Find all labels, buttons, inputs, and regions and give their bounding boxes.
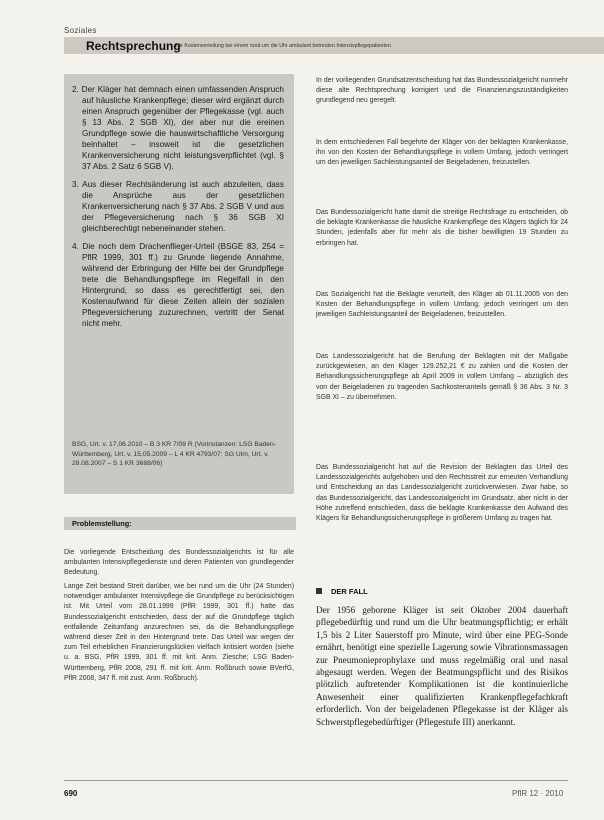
guideline-item: 4. Die noch dem Drachenflieger-Urteil (BSGE 83, 254 = PflR 1999, 301 ff.) zu Grunde liegende Annahme, während der Erbringung der Hilfe bei der Grundpflege trete die Behandlungspflege im Regelfall in den Hintergrund, so dass es gerechtfertigt sei, den Kostenaufwand für diese Zeiten allein der sozialen Pflegeversicherung zuzurechnen, vertritt der Senat nicht mehr. (72, 242, 284, 328)
right-paragraph: In dem entschiedenen Fall begehrte der Kläger von der beklagten Krankenkasse, ihn von den Kosten der Behandlungspflege in vollem Umfang, jedoch verringert um den jeweiligen Sachleistungsanteil der Beigeladenen, freizustellen. (316, 139, 568, 167)
page-subtitle: Zur Kostenverteilung bei einem rund um die Uhr ambulant betreuten Intensivpflegepatienten (175, 43, 391, 49)
page-number: 690 (64, 789, 78, 798)
page-title: Rechtsprechung (86, 39, 181, 53)
footer-rule (64, 780, 568, 781)
guideline-item: 2. Der Kläger hat demnach einen umfassenden Anspruch auf häusliche Krankenpflege; dieser wird ergänzt durch einen Anspruch gegenüber der Pflegekasse (vgl. auch § 13 Abs. 2 SGB XI), der aber nur die ereinen Grundpflege sowie die hauswirtschaftliche Versorgung beinhaltet – insoweit ist die gesetzlichen Krankenversicherung nicht leistungsverpflichtet (vgl. § 37 Abs. 2 Satz 6 SGB V). (72, 85, 284, 171)
problem-heading: Problemstellung: (72, 519, 132, 528)
section-label: Soziales (64, 26, 97, 35)
fall-heading: DER FALL (331, 587, 368, 596)
right-paragraph: In der vorliegenden Grundsatzentscheidung hat das Bundessozialgericht nunmehr diese alte Rechtsprechung korrigiert und die Finanzierungszuständigkeiten grundlegend neu geregelt. (316, 77, 568, 105)
problem-paragraph: Lange Zeit bestand Streit darüber, wie bei rund um die Uhr (24 Stunden) notwendiger ambulanter Intensivpflege die Grundpflege zu berücksichtigen ist. Mit Urteil vom 28.01.1999 (PflR 1999, 301 ff.) hatte das Bundessozialgericht entschieden, dass der auf die Grundpflege täglich entfallende Zeitumfang anzurechnen sei, da die Behandlungspflege während dieser Zeit in den Hintergrund trete. Das Urteil war wegen der zum Teil erheblichen Finanzierungslücken vielfach kritisiert worden (siehe u. a. BSG, PflR 1999, 301 ff. mit krit. Anm. Ziesche; LSG Baden-Württemberg, PflR 2008, 291 ff. mit krit. Anm. Roßbruch sowie BVerfG, PflR 2008, 347 ff. mit zust. Anm. Roßbruch). (64, 583, 294, 682)
right-paragraph: Das Bundessozialgericht hatte damit die streitige Rechtsfrage zu entscheiden, ob die beklagte Krankenkasse die häusliche Krankenpflege des Klägers täglich für 24 Stunden, jedenfalls aber für mehr als die bisher bewilligten 19 Stunden zu erbringen hat. (316, 209, 568, 247)
right-paragraph: Das Bundessozialgericht hat auf die Revision der Beklagten das Urteil des Landessozialgerichts aufgehoben und den Rechtsstreit zur erneuten Verhandlung und Entscheidung an das Landessozialgericht zurückverwiesen. Zwar habe, so das Bundessozialgericht, das Landessozialgericht im Grundsatz, aber nicht in der Höhe zutreffend entschieden, dass die beklagte Krankenkasse den Aufwand des Klägers für Behandlungssicherungspflege in größerem Umfang zu tragen hat. (316, 464, 568, 523)
guideline-item: 3. Aus dieser Rechtsänderung ist auch abzuleiten, dass die Ansprüche aus der gesetzlichen Krankenversicherung nach § 37 Abs. 2 SGB V und aus der Pflegeversicherung nach § 36 SGB XI gleichberechtigt nebeneinander stehen. (72, 180, 284, 233)
right-paragraph: Das Landessozialgericht hat die Berufung der Beklagten mit der Maßgabe zurückgewiesen, an den Kläger 129.252,21 € zu zahlen und die Kosten der Behandlungssicherungspflege ab April 2009 in vollem Umfang – abzüglich des von der Beigeladenen zu tragenden Sachkostenanteils gemäß § 36 Abs. 3 Nr. 3 SGB XI – zu übernehmen. (316, 353, 568, 401)
section-marker-icon (316, 588, 322, 594)
problem-paragraph: Die vorliegende Entscheidung des Bundessozialgerichts ist für alle ambulanten Intensivpflegedienste und deren Patienten von grundlegender Bedeutung. (64, 549, 294, 577)
case-citation: BSG, Urt. v. 17.06.2010 – B 3 KR 7/09 R (Vorinstanzen: LSG Baden-Württemberg, Urt. v. 15.05.2009 – L 4 KR 4793/07; SG Ulm, Urt. v. 28.08.2007 – S 1 KR 3688/06) (72, 441, 276, 467)
journal-issue: PflR 12 · 2010 (512, 789, 564, 798)
fall-paragraph: Der 1956 geborene Kläger ist seit Oktober 2004 dauerhaft pflegebedürftig und rund um die Uhr beatmungspflichtig; er erhält 1,5 bis 2 Liter Sauerstoff pro Minute, wird über eine PEG-Sonde ernährt, benötigt eine spezielle Lagerung sowie Vibrationsmassagen zur Pneumonieprophylaxe und muss regelmäßig oral und nasal abgesaugt werden. Wegen der Beatmungspflicht und des Risikos plötzlich auftretender Komplikationen ist die kontinuierliche Anwesenheit einer qualifizierten Krankenpflegefachkraft erforderlich. Von der beigeladenen Pflegekasse ist der Kläger als Schwerstpflegebedürftiger (Pflegestufe III) anerkannt. (316, 605, 568, 727)
guidelines-list (72, 84, 284, 336)
right-paragraph: Das Sozialgericht hat die Beklagte verurteilt, den Kläger ab 01.11.2005 von den Kosten der Behandlungspflege in vollem Umfang, jedoch verringert um den jeweiligen Sachleistungsanteil der Beigeladenen, freizustellen. (316, 291, 568, 319)
